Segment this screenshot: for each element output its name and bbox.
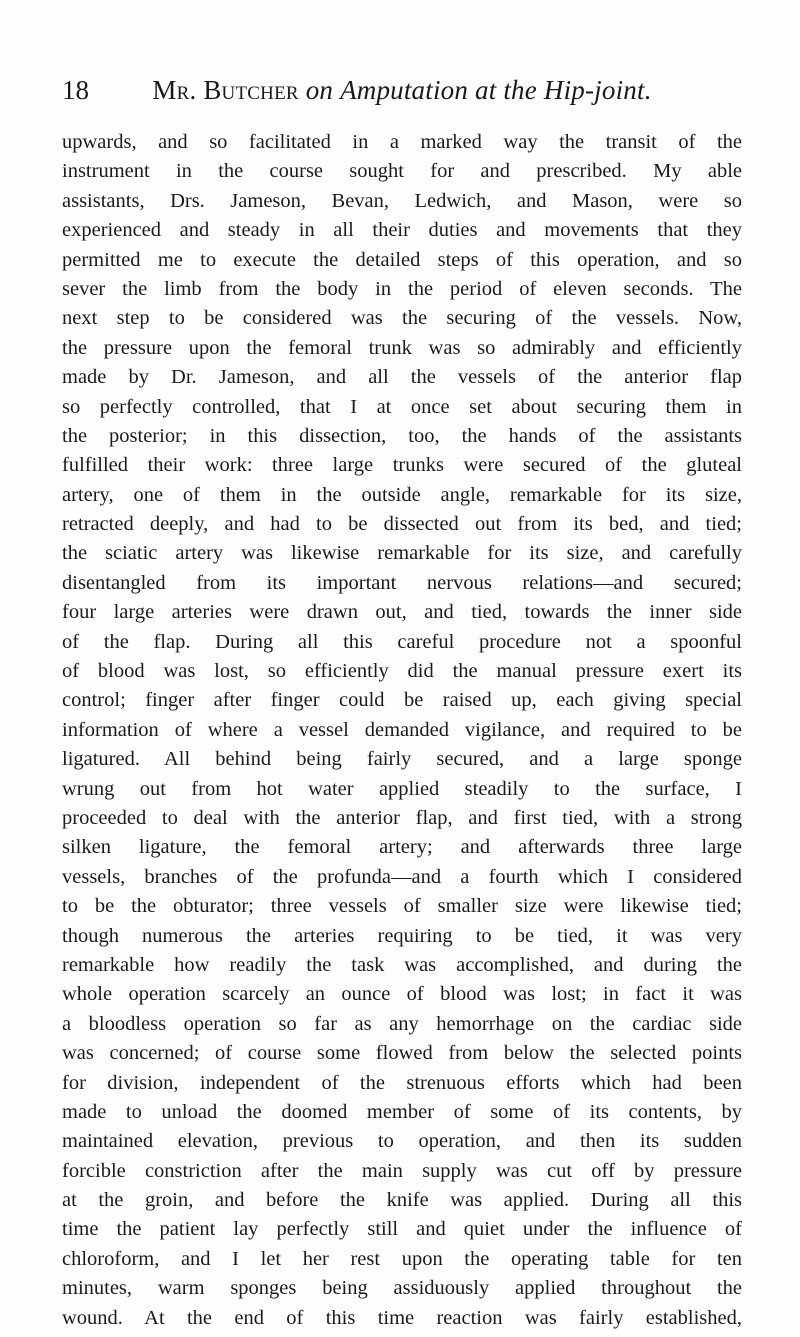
text-line: though numerous the arteries requiring to be tied, it was very [62,924,742,947]
text-line: next step to be considered was the securing of the vessels. Now, [62,307,742,330]
text-line: four large arteries were drawn out, and tied, towards the inner side [62,601,742,624]
text-line: assistants, Drs. Jameson, Bevan, Ledwich, and Mason, were so [62,189,742,212]
text-line: so perfectly controlled, that I at once set about securing them in [62,395,742,418]
text-line: minutes, warm sponges being assiduously applied throughout the [62,1277,742,1300]
text-line: for division, independent of the strenuous efforts which had been [62,1071,742,1094]
running-title-subject: Amputation at the Hip-joint. [340,75,652,105]
text-line: remarkable how readily the task was accomplished, and during the [62,953,742,976]
text-line: silken ligature, the femoral artery; and afterwards three large [62,836,742,859]
text-line: of the flap. During all this careful procedure not a spoonful [62,630,742,653]
text-line: the sciatic artery was likewise remarkable for its size, and carefully [62,542,742,565]
text-line: forcible constriction after the main supply was cut off by pressure [62,1159,742,1182]
text-line: vessels, branches of the profunda—and a fourth which I considered [62,865,742,888]
text-line: fulfilled their work: three large trunks were secured of the gluteal [62,454,742,477]
running-title-on: on [305,75,334,105]
text-line: disentangled from its important nervous relations—and secured; [62,571,742,594]
running-title-author: Mr. Butcher [152,75,299,105]
text-line: control; finger after finger could be raised up, each giving special [62,689,742,712]
text-line: artery, one of them in the outside angle, remarkable for its size, [62,483,742,506]
text-line: ligatured. All behind being fairly secured, and a large sponge [62,748,742,771]
text-line: made to unload the doomed member of some of its contents, by [62,1100,742,1123]
page-number: 18 [62,75,89,105]
text-line: of blood was lost, so efficiently did the manual pressure exert its [62,660,742,683]
text-line: instrument in the course sought for and prescribed. My able [62,160,742,183]
text-line: at the groin, and before the knife was applied. During all this [62,1189,742,1212]
text-line: to be the obturator; three vessels of smaller size were likewise tied; [62,895,742,918]
text-line: retracted deeply, and had to be dissected out from its bed, and tied; [62,513,742,536]
text-line: the pressure upon the femoral trunk was so admirably and efficiently [62,336,742,359]
text-line: the posterior; in this dissection, too, the hands of the assistants [62,424,742,447]
text-line: experienced and steady in all their duties and movements that they [62,219,742,242]
running-title [62,70,742,110]
text-line: upwards, and so facilitated in a marked way the transit of the [62,131,742,153]
text-line: proceeded to deal with the anterior flap, and first tied, with a strong [62,806,742,829]
text-line: a bloodless operation so far as any hemorrhage on the cardiac side [62,1012,742,1035]
text-line: wrung out from hot water applied steadily to the surface, I [62,777,742,800]
text-line: wound. At the end of this time reaction was fairly established, [62,1306,742,1329]
text-line: whole operation scarcely an ounce of blood was lost; in fact it was [62,983,742,1006]
text-line: was concerned; of course some flowed from below the selected points [62,1042,742,1065]
body-text [62,128,742,1333]
text-line: chloroform, and I let her rest upon the operating table for ten [62,1247,742,1270]
text-line: time the patient lay perfectly still and quiet under the influence of [62,1218,742,1241]
text-line: made by Dr. Jameson, and all the vessels of the anterior flap [62,366,742,389]
text-line: information of where a vessel demanded vigilance, and required to be [62,718,742,741]
text-line: permitted me to execute the detailed steps of this operation, and so [62,248,742,271]
running-header [62,70,742,110]
text-line: maintained elevation, previous to operation, and then its sudden [62,1130,742,1153]
text-line: sever the limb from the body in the period of eleven seconds. The [62,277,742,300]
